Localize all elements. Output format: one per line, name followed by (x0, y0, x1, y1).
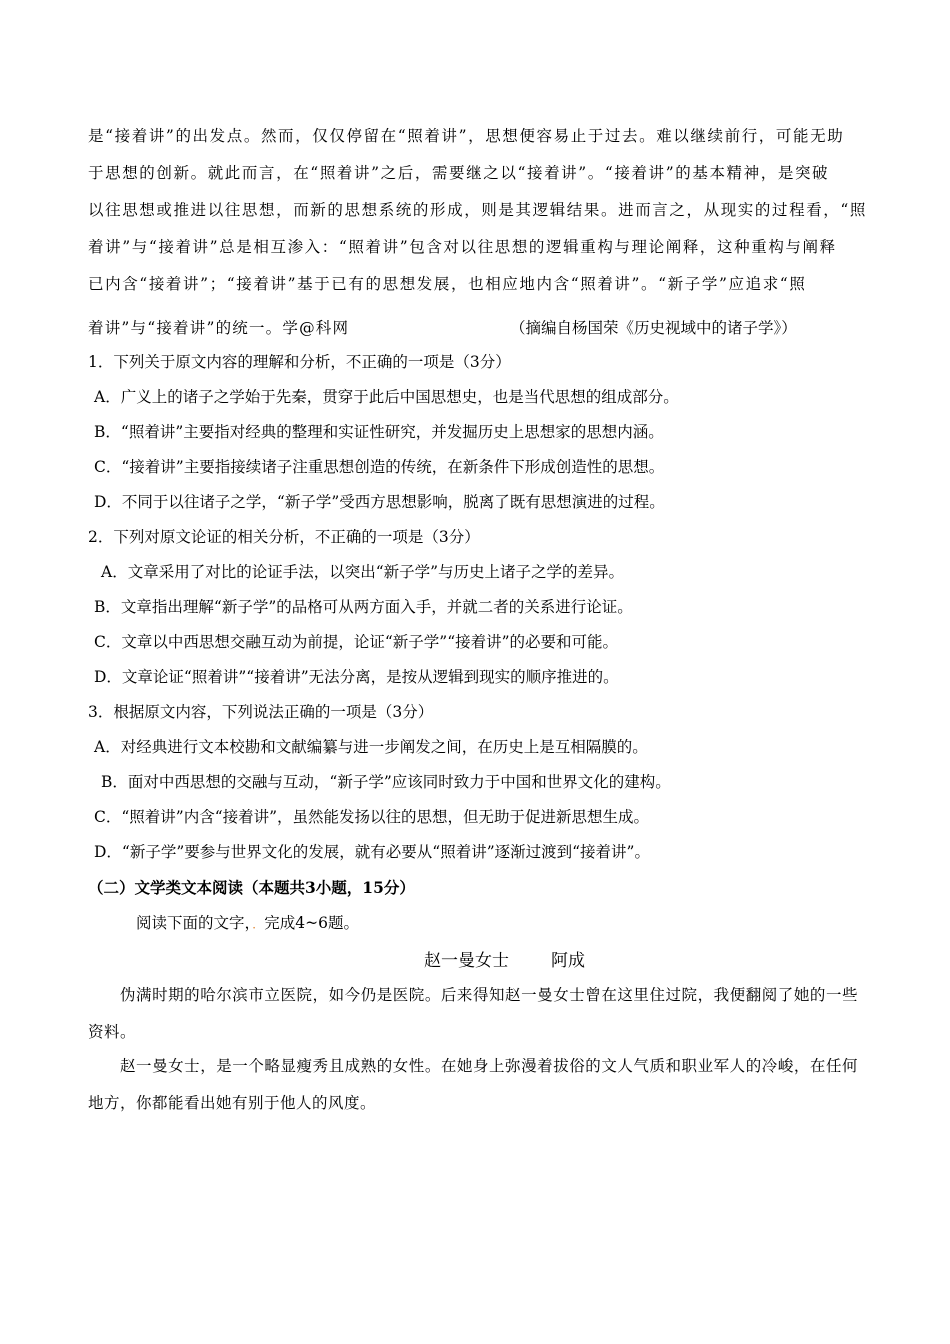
question-1-option-d: D．不同于以往诸子之学，“新子学”受西方思想影响，脱离了既有思想演进的过程。 (94, 493, 665, 511)
passage-line-1: 是“接着讲”的出发点。然而，仅仅停留在“照着讲”，思想便容易止于过去。难以继续前行，可能无助 (88, 127, 845, 145)
question-1-option-c: C．“接着讲”主要指接续诸子注重思想创造的传统，在新条件下形成创造性的思想。 (94, 458, 665, 476)
reading-instruction (136, 911, 359, 933)
passage-line-4: 着讲”与“接着讲”总是相互渗入：“照着讲”包含对以往思想的逻辑重构与理论阐释，这种重构与阐释 (88, 238, 837, 256)
question-2-option-d: D．文章论证“照着讲”“接着讲”无法分离，是按从逻辑到现实的顺序推进的。 (94, 668, 619, 686)
section-heading: （二）文学类文本阅读（本题共3小题，15分） (88, 878, 415, 897)
question-2-stem: 2．下列对原文论证的相关分析，不正确的一项是（3分） (88, 528, 480, 546)
passage-line-6: 着讲”与“接着讲”的统一。学@科网 (88, 319, 350, 337)
question-3-option-b: B．面对中西思想的交融与互动，“新子学”应该同时致力于中国和世界文化的建构。 (101, 773, 671, 791)
question-2-option-c: C．文章以中西思想交融互动为前提，论证“新子学”“接着讲”的必要和可能。 (94, 633, 619, 651)
passage-line-2: 于思想的创新。就此而言，在“照着讲”之后，需要继之以“接着讲”。“接着讲”的基本精神，是突破 (88, 164, 830, 182)
passage-line-3: 以往思想或推进以往思想，而新的思想系统的形成，则是其逻辑结果。进而言之，从现实的过程看，“照 (88, 201, 868, 219)
question-3-option-c: C．“照着讲”内含“接着讲”，虽然能发扬以往的思想，但无助于促进新思想生成。 (94, 808, 650, 826)
question-3-option-d: D．“新子学”要参与世界文化的发展，就有必要从“照着讲”逐渐过渡到“接着讲”。 (94, 843, 650, 861)
story-paragraph-1: 伪满时期的哈尔滨市立医院，如今仍是医院。后来得知赵一曼女士曾在这里住过院，我便翻阅了她的一些资料。 (88, 986, 858, 1041)
instruction-text-b: 完成4~6题。 (264, 914, 359, 932)
question-3-option-a: A．对经典进行文本校勘和文献编纂与进一步阐发之间，在历史上是互相隔膜的。 (94, 738, 648, 756)
question-1-option-b: B．“照着讲”主要指对经典的整理和实证性研究，并发掘历史上思想家的思想内涵。 (94, 423, 664, 441)
story-paragraph-2: 赵一曼女士，是一个略显瘦秀且成熟的女性。在她身上弥漫着拔俗的文人气质和职业军人的冷峻，在任何地方，你都能看出她有别于他人的风度。 (88, 1057, 858, 1112)
story-author: 阿成 (551, 951, 585, 971)
question-2-option-b: B．文章指出理解“新子学”的品格可从两方面入手，并就二者的关系进行论证。 (94, 598, 633, 616)
question-2-option-a: A．文章采用了对比的论证手法，以突出“新子学”与历史上诸子之学的差异。 (101, 563, 625, 581)
instruction-dot: ． (252, 917, 265, 931)
question-3-stem: 3．根据原文内容，下列说法正确的一项是（3分） (88, 703, 434, 721)
instruction-text-a: 阅读下面的文字， (136, 914, 253, 932)
question-1-stem: 1．下列关于原文内容的理解和分析，不正确的一项是（3分） (88, 353, 511, 371)
story-title: 赵一曼女士 (424, 951, 509, 971)
question-1-option-a: A．广义上的诸子之学始于先秦，贯穿于此后中国思想史，也是当代思想的组成部分。 (94, 388, 679, 406)
passage-line-5: 已内含“接着讲”；“接着讲”基于已有的思想发展，也相应地内含“照着讲”。“新子学”应追求“照 (88, 275, 807, 293)
passage-source: （摘编自杨国荣《历史视域中的诸子学》） (510, 319, 797, 337)
